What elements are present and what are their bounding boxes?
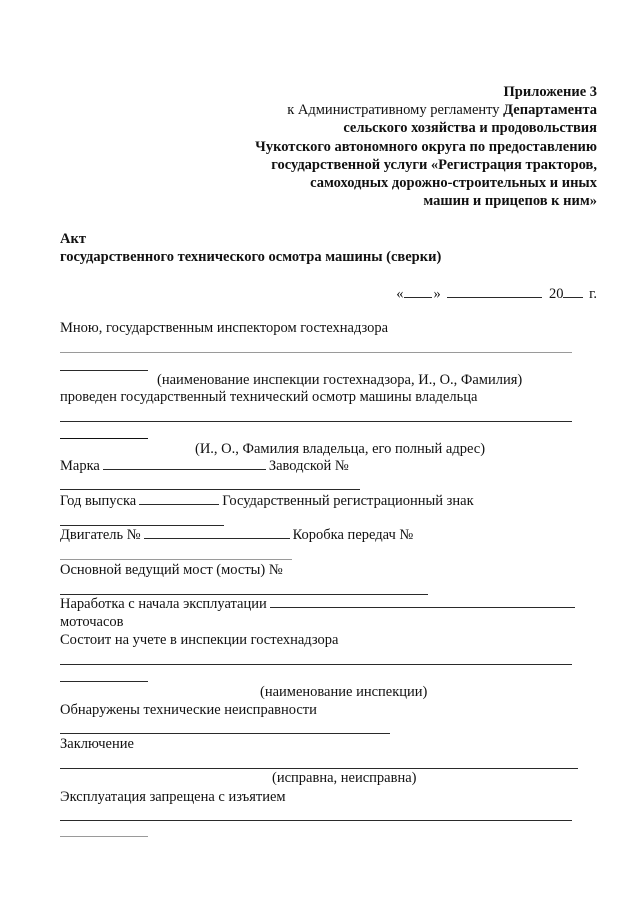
serial-field[interactable]: [60, 489, 360, 490]
owner-hint: (И., О., Фамилия владельца, его полный адрес): [195, 441, 486, 457]
inspector-name-line-short[interactable]: [60, 370, 148, 371]
date-open-quote: «: [396, 286, 404, 302]
act-title: [60, 230, 441, 266]
owner-line-short[interactable]: [60, 438, 148, 439]
year-label: Год выпуска: [60, 493, 137, 509]
hours-field[interactable]: [270, 607, 575, 608]
engine-row: [60, 527, 413, 544]
year-row: [60, 493, 474, 510]
hours-label: Наработка с начала эксплуатации: [60, 596, 267, 612]
regnum-label: Государственный регистрационный знак: [222, 493, 474, 509]
appendix-header: [255, 83, 597, 210]
conclusion-hint: (исправна, неисправна): [272, 770, 417, 786]
brand-row: [60, 458, 349, 475]
header-line-3: сельского хозяйства и продовольствия: [343, 120, 597, 137]
faults-label: Обнаружены технические неисправности: [60, 702, 317, 718]
axle-label: Основной ведущий мост (мосты) №: [60, 562, 283, 578]
prohibited-field[interactable]: [60, 820, 572, 821]
date-close-quote: »: [433, 286, 441, 302]
date-year-suffix: г.: [589, 286, 597, 302]
hours-unit: моточасов: [60, 614, 124, 630]
hours-row: [60, 596, 578, 613]
axle-number-field[interactable]: [60, 594, 428, 595]
year-of-manufacture-field[interactable]: [139, 504, 219, 505]
year-field[interactable]: [563, 297, 583, 298]
inspector-name-line[interactable]: [60, 352, 572, 353]
inspection-hint: (наименование инспекции гостехнадзора, И., О., Фамилия): [157, 372, 523, 388]
registered-inspection-line-short[interactable]: [60, 681, 148, 682]
inspector-label: Мною, государственным инспектором гостехнадзора: [60, 320, 389, 336]
regnum-field[interactable]: [60, 525, 224, 526]
gearbox-number-field[interactable]: [60, 559, 292, 560]
day-field[interactable]: [404, 297, 432, 298]
brand-field[interactable]: [103, 469, 266, 470]
gearbox-label: Коробка передач №: [292, 527, 414, 543]
appendix-number: Приложение 3: [503, 84, 597, 100]
date-line: [396, 286, 597, 303]
brand-label: Марка: [60, 458, 100, 474]
engine-number-field[interactable]: [144, 538, 290, 539]
engine-label: Двигатель №: [60, 527, 141, 543]
regulation-department: Департамента: [503, 102, 597, 119]
header-line-6: самоходных дорожно-строительных и иных: [310, 175, 597, 192]
header-line-4: Чукотского автономного округа по предоставлению: [255, 138, 597, 155]
act-title-line-2: государственного технического осмотра машины (сверки): [60, 249, 442, 265]
conclusion-field[interactable]: [60, 768, 578, 769]
serial-label: Заводской №: [268, 458, 349, 474]
owner-line[interactable]: [60, 421, 572, 422]
regulation-reference: [255, 101, 597, 119]
prohibited-field-short[interactable]: [60, 836, 148, 837]
prohibited-label: Эксплуатация запрещена с изъятием: [60, 789, 286, 805]
inspection-name-hint: (наименование инспекции): [260, 684, 428, 700]
month-field[interactable]: [447, 297, 542, 298]
date-century: 20: [548, 286, 564, 302]
header-line-7: машин и прицепов к ним»: [423, 193, 597, 210]
conclusion-label: Заключение: [60, 736, 134, 752]
faults-field[interactable]: [60, 733, 390, 734]
regulation-prefix: к Административному регламенту: [287, 102, 504, 119]
act-title-line-1: Акт: [60, 231, 86, 247]
header-line-5: государственной услуги «Регистрация тракторов,: [271, 156, 597, 173]
registered-label: Состоит на учете в инспекции гостехнадзора: [60, 632, 339, 648]
conducted-label: проведен государственный технический осмотр машины владельца: [60, 389, 478, 405]
registered-inspection-line[interactable]: [60, 664, 572, 665]
